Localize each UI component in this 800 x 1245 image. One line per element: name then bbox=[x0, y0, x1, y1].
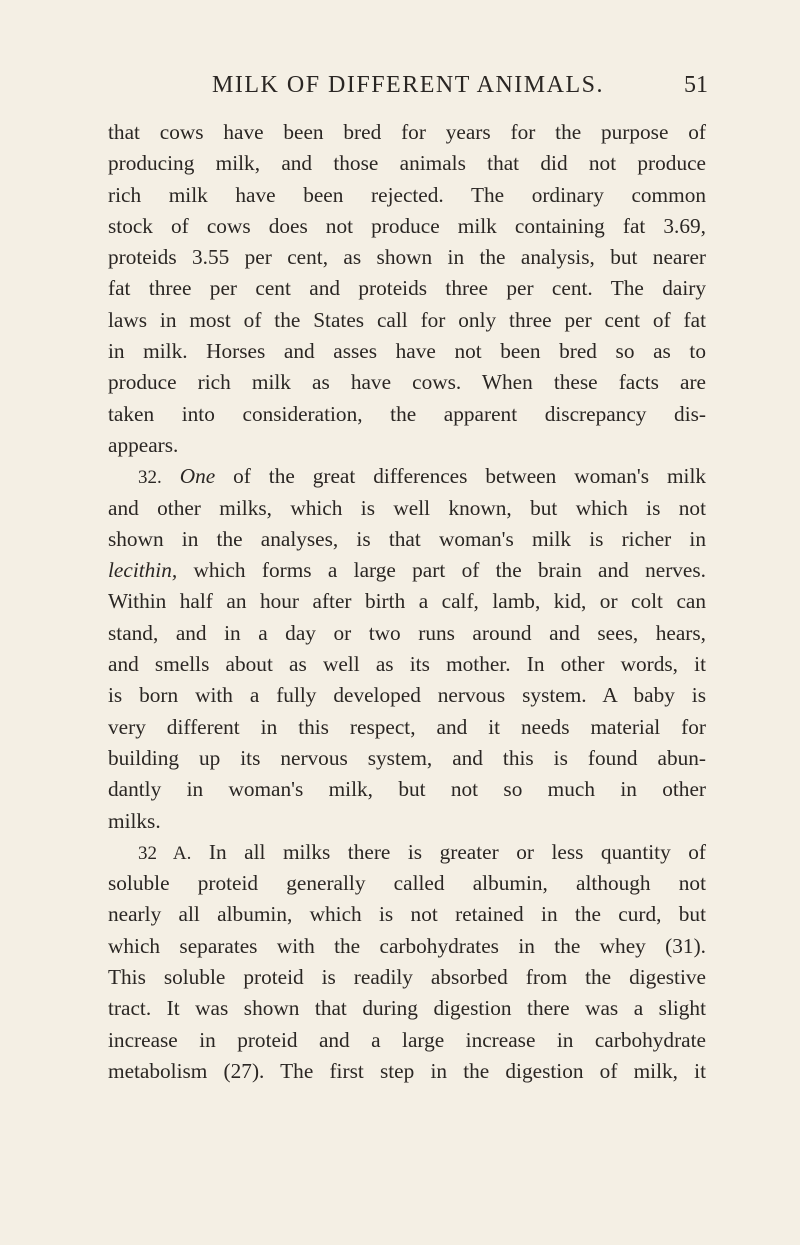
text-line-with-italic bbox=[108, 555, 706, 586]
text-fragment: which forms a large part of the brain and nerves. bbox=[193, 558, 706, 583]
text-line: taken into consideration, the apparent discrepancy dis- bbox=[108, 401, 706, 426]
text-line: laws in most of the States call for only three per cent of fat bbox=[108, 307, 706, 332]
text-line: appears. bbox=[108, 432, 179, 457]
text-line: produce rich milk as have cows. When these facts are bbox=[108, 370, 706, 395]
paragraph-number: 32. bbox=[138, 467, 162, 489]
text-line: dantly in woman's milk, but not so much in other bbox=[108, 777, 706, 802]
text-line: very different in this respect, and it needs material for bbox=[108, 714, 706, 739]
italic-word: One bbox=[179, 464, 216, 489]
text-line: soluble proteid generally called albumin, although not bbox=[108, 871, 706, 896]
text-line: producing milk, and those animals that did not produce bbox=[108, 151, 706, 176]
text-line: which separates with the carbohydrates in the whey (31). bbox=[108, 933, 706, 958]
text-line: stand, and in a day or two runs around and sees, hears, bbox=[108, 620, 706, 645]
text-line: nearly all albumin, which is not retained in the curd, but bbox=[108, 902, 706, 927]
text-line: is born with a fully developed nervous system. A baby is bbox=[108, 683, 706, 708]
text-line: metabolism (27). The first step in the digestion of milk, it bbox=[108, 1058, 706, 1083]
text-line: shown in the analyses, is that woman's milk is richer in bbox=[108, 526, 706, 551]
text-line: in milk. Horses and asses have not been bred so as to bbox=[108, 339, 706, 364]
italic-word: lecithin, bbox=[108, 558, 178, 583]
text-fragment: In all milks there is greater or less quantity of bbox=[208, 839, 706, 864]
text-line: fat three per cent and proteids three per cent. The dairy bbox=[108, 276, 706, 301]
text-line: stock of cows does not produce milk containing fat 3.69, bbox=[108, 213, 706, 238]
paragraph-number: 32 A. bbox=[138, 842, 192, 864]
paragraph-32-first-line bbox=[108, 461, 706, 492]
text-line: building up its nervous system, and this is found abun- bbox=[108, 745, 706, 770]
text-line: milks. bbox=[108, 808, 161, 833]
text-line: rich milk have been rejected. The ordinary common bbox=[108, 182, 706, 207]
page-number: 51 bbox=[684, 72, 708, 98]
text-line: and smells about as well as its mother. In other words, it bbox=[108, 652, 706, 677]
text-line: and other milks, which is well known, but which is not bbox=[108, 495, 706, 520]
text-line: increase in proteid and a large increase in carbohydrate bbox=[108, 1027, 706, 1052]
text-line: Within half an hour after birth a calf, lamb, kid, or colt can bbox=[108, 589, 706, 614]
running-title: MILK OF DIFFERENT ANIMALS. bbox=[212, 72, 604, 98]
page-header bbox=[108, 68, 708, 102]
text-line: that cows have been bred for years for the purpose of bbox=[108, 120, 706, 144]
text-fragment: of the great differences between woman's milk bbox=[233, 464, 707, 489]
body-text bbox=[108, 117, 706, 1087]
text-line: tract. It was shown that during digestion there was a slight bbox=[108, 996, 706, 1021]
paragraph-32a-first-line bbox=[108, 837, 706, 868]
text-line: proteids 3.55 per cent, as shown in the analysis, but nearer bbox=[108, 245, 706, 270]
text-line: This soluble proteid is readily absorbed from the digestive bbox=[108, 965, 706, 990]
